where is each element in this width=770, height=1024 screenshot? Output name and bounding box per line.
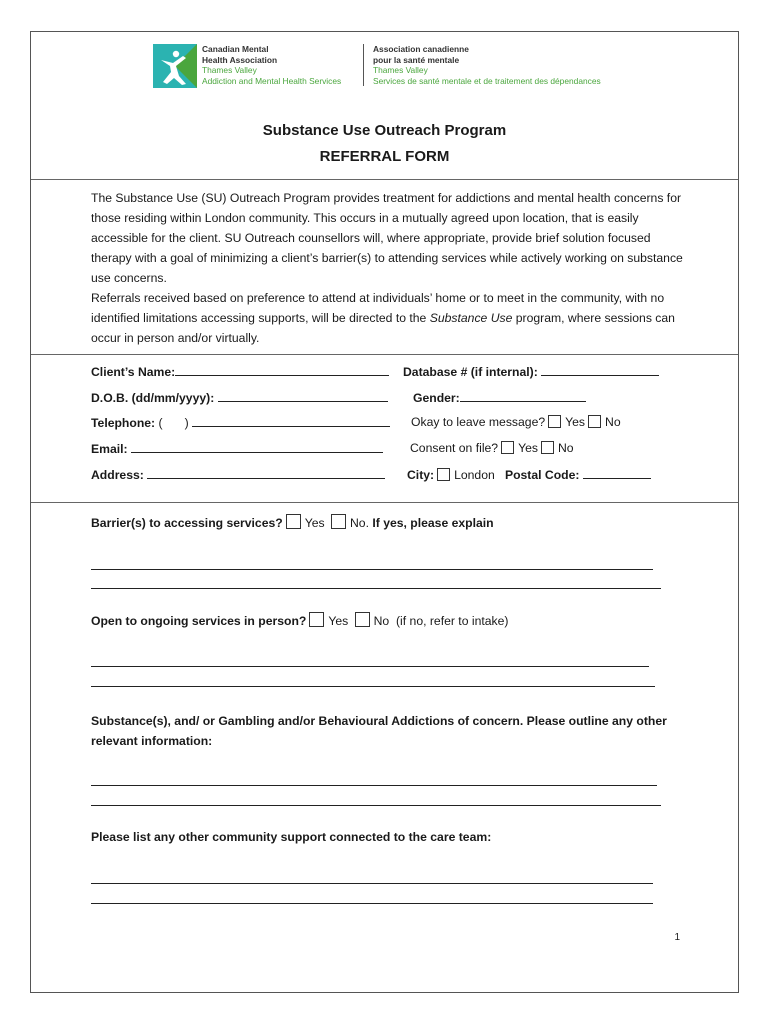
logo-en-line2: Health Association [202,54,278,65]
community-answer-line-1[interactable] [91,883,653,884]
ongoing-question [91,612,508,628]
ongoing-answer-line-1[interactable] [91,666,649,667]
consent-yes-checkbox[interactable] [501,441,514,454]
email-label: Email: [91,442,128,456]
logo-text-french [373,44,601,86]
telephone-label: Telephone: [91,416,156,430]
leave-message-field [411,415,621,429]
ongoing-answer-line-2[interactable] [91,686,655,687]
leave-message-label: Okay to leave message? [411,415,546,429]
client-name-line[interactable] [175,364,389,376]
telephone-field[interactable] [91,415,390,430]
intro-paragraph-2 [91,288,691,348]
logo-text-english [202,44,341,86]
leave-message-no-checkbox[interactable] [588,415,601,428]
intro-text [91,188,691,348]
consent-no-checkbox[interactable] [541,441,554,454]
ongoing-label: Open to ongoing services in person? [91,614,307,628]
barriers-yes-checkbox[interactable] [286,514,301,529]
logo-fr-line2: pour la santé mentale [373,54,460,65]
postal-code-line[interactable] [583,467,651,479]
logo-fr-line1: Association canadienne [373,44,469,54]
logo-fr-line4: Services de santé mentale et de traitement des dépendances [373,75,601,86]
client-name-label: Client’s Name: [91,365,176,379]
gender-field[interactable] [413,390,586,405]
logo-fr-line3: Thames Valley [373,65,428,75]
intro-p2-before: Referrals received based on preference to attend at individuals’ home or to meet in the community, with no identified limitations accessing supports, will be directed to the [91,291,665,325]
form-page [30,31,739,993]
intro-p2-after: program, where sessions can occur in person and/or virtually. [91,311,675,345]
form-header [31,32,738,180]
leave-message-yes-label: Yes [565,415,586,429]
consent-yes-label: Yes [518,441,538,455]
consent-no-label: No [557,441,574,455]
leave-message-yes-checkbox[interactable] [548,415,561,428]
substances-answer-line-1[interactable] [91,785,657,786]
substances-answer-line-2[interactable] [91,805,661,806]
address-line[interactable] [147,467,385,479]
database-line[interactable] [541,364,659,376]
community-answer-line-2[interactable] [91,903,653,904]
intro-paragraph-1: The Substance Use (SU) Outreach Program provides treatment for addictions and mental health concerns for those residing within London community. This occurs in a mutually agreed upon location, that is easily accessible for the client. SU Outreach counsellors will, where appropriate, provide brief solution focused therapy with a goal of minimizing a client’s barrier(s) to attending services while actively working on substance use concerns. [91,191,683,285]
barriers-yes-label: Yes [304,516,325,530]
ongoing-no-label: No [373,614,390,628]
ongoing-yes-checkbox[interactable] [309,612,324,627]
address-field[interactable] [91,467,385,482]
database-field[interactable] [403,364,659,379]
consent-field [410,441,574,455]
barriers-label: Barrier(s) to accessing services? [91,516,283,530]
ongoing-no-checkbox[interactable] [355,612,370,627]
database-label: Database # (if internal): [403,365,538,379]
barriers-no-checkbox[interactable] [331,514,346,529]
telephone-line[interactable] [192,415,390,427]
program-title: Substance Use Outreach Program [262,122,507,139]
dob-line[interactable] [218,390,388,402]
logo-en-line3: Thames Valley [202,65,257,75]
barriers-no-label: No. [350,516,369,530]
city-london-checkbox[interactable] [437,468,450,481]
barriers-answer-line-2[interactable] [91,588,661,589]
address-label: Address: [91,468,144,482]
gender-label: Gender: [413,391,460,405]
city-label: City: [407,468,435,482]
gender-line[interactable] [460,390,586,402]
ongoing-yes-label: Yes [328,614,349,628]
intro-p2-italic: Substance Use [429,311,513,325]
logo-en-line1: Canadian Mental [202,44,269,54]
barriers-answer-line-1[interactable] [91,569,653,570]
barriers-question [91,514,494,530]
logo-en-line4: Addiction and Mental Health Services [202,75,342,86]
city-field [407,467,651,482]
client-info-section [31,354,738,503]
consent-label: Consent on file? [410,441,499,455]
community-question: Please list any other community support connected to the care team: [91,830,492,844]
telephone-close-paren: ) [184,416,189,430]
email-field[interactable] [91,441,383,456]
page-number: 1 [674,932,680,943]
client-name-field[interactable] [91,364,389,379]
telephone-open-paren: ( [158,416,163,430]
city-london-label: London [454,468,495,482]
dob-field[interactable] [91,390,388,405]
logo-divider [363,44,364,86]
ongoing-note: (if no, refer to intake) [396,614,509,628]
postal-code-label: Postal Code: [504,468,580,482]
barriers-explain-label: If yes, please explain [372,516,494,530]
dob-label: D.O.B. (dd/mm/yyyy): [91,391,215,405]
leave-message-no-label: No [605,415,621,429]
cmha-logo-icon [153,44,197,88]
form-title: REFERRAL FORM [319,148,450,165]
email-line[interactable] [131,441,383,453]
substances-question: Substance(s), and/ or Gambling and/or Behavioural Addictions of concern. Please outline any other relevant information: [91,714,667,748]
intro-section [31,179,738,355]
